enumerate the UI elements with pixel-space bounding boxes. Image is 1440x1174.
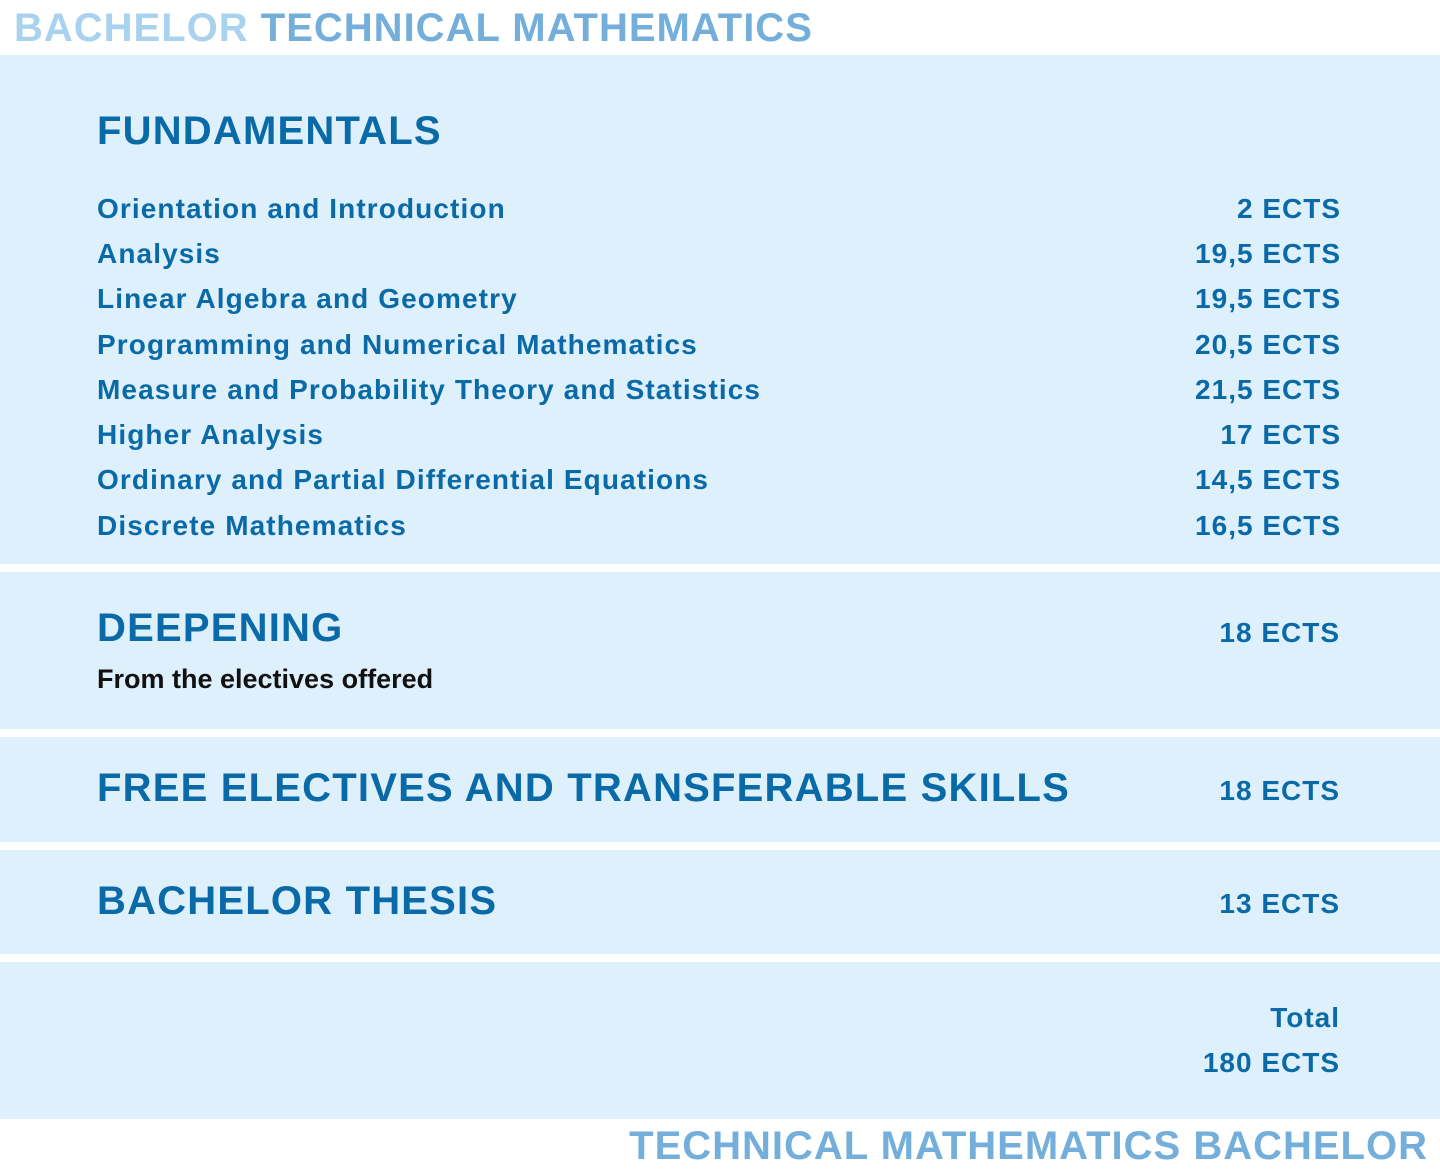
module-row bbox=[97, 277, 1341, 322]
module-name: Discrete Mathematics bbox=[97, 509, 407, 541]
module-credits: 19,5 ECTS bbox=[1195, 237, 1341, 269]
module-credits: 21,5 ECTS bbox=[1195, 373, 1341, 405]
module-credits: 14,5 ECTS bbox=[1195, 464, 1341, 496]
module-row bbox=[97, 412, 1341, 457]
module-row bbox=[97, 186, 1341, 231]
fundamentals-panel bbox=[0, 55, 1440, 564]
module-credits: 19,5 ECTS bbox=[1195, 283, 1341, 315]
free-electives-heading: FREE ELECTIVES AND TRANSFERABLE SKILLS bbox=[97, 766, 1071, 810]
total-panel bbox=[0, 962, 1440, 1119]
page-title-program: TECHNICAL MATHEMATICS bbox=[260, 6, 813, 50]
module-name: Ordinary and Partial Differential Equations bbox=[97, 464, 710, 496]
module-row bbox=[97, 367, 1341, 412]
module-name: Programming and Numerical Mathematics bbox=[97, 328, 698, 360]
module-row bbox=[97, 322, 1341, 367]
module-name: Higher Analysis bbox=[97, 419, 325, 451]
fundamentals-module-list bbox=[97, 186, 1341, 548]
module-name: Measure and Probability Theory and Statistics bbox=[97, 373, 762, 405]
module-name: Linear Algebra and Geometry bbox=[97, 283, 518, 315]
thesis-heading: BACHELOR THESIS bbox=[97, 879, 498, 923]
total-label: Total bbox=[1270, 1002, 1340, 1033]
module-credits: 20,5 ECTS bbox=[1195, 328, 1341, 360]
thesis-credits: 13 ECTS bbox=[1219, 888, 1340, 919]
free-electives-credits: 18 ECTS bbox=[1219, 775, 1340, 806]
module-credits: 2 ECTS bbox=[1236, 192, 1341, 224]
fundamentals-heading: FUNDAMENTALS bbox=[97, 109, 442, 153]
total-credits: 180 ECTS bbox=[1202, 1047, 1340, 1078]
thesis-panel bbox=[0, 850, 1440, 954]
page-title bbox=[14, 4, 813, 52]
module-name: Orientation and Introduction bbox=[97, 192, 506, 224]
footer-title: TECHNICAL MATHEMATICS BACHELOR bbox=[629, 1124, 1428, 1168]
module-credits: 17 ECTS bbox=[1220, 419, 1341, 451]
module-credits: 16,5 ECTS bbox=[1195, 509, 1341, 541]
deepening-heading: DEEPENING bbox=[97, 606, 344, 650]
module-name: Analysis bbox=[97, 237, 221, 269]
page-title-degree: BACHELOR bbox=[14, 6, 249, 50]
module-row bbox=[97, 503, 1341, 548]
deepening-panel bbox=[0, 572, 1440, 729]
deepening-credits: 18 ECTS bbox=[1219, 617, 1340, 648]
deepening-note: From the electives offered bbox=[97, 664, 434, 694]
module-row bbox=[97, 458, 1341, 503]
free-electives-panel bbox=[0, 737, 1440, 842]
module-row bbox=[97, 231, 1341, 276]
